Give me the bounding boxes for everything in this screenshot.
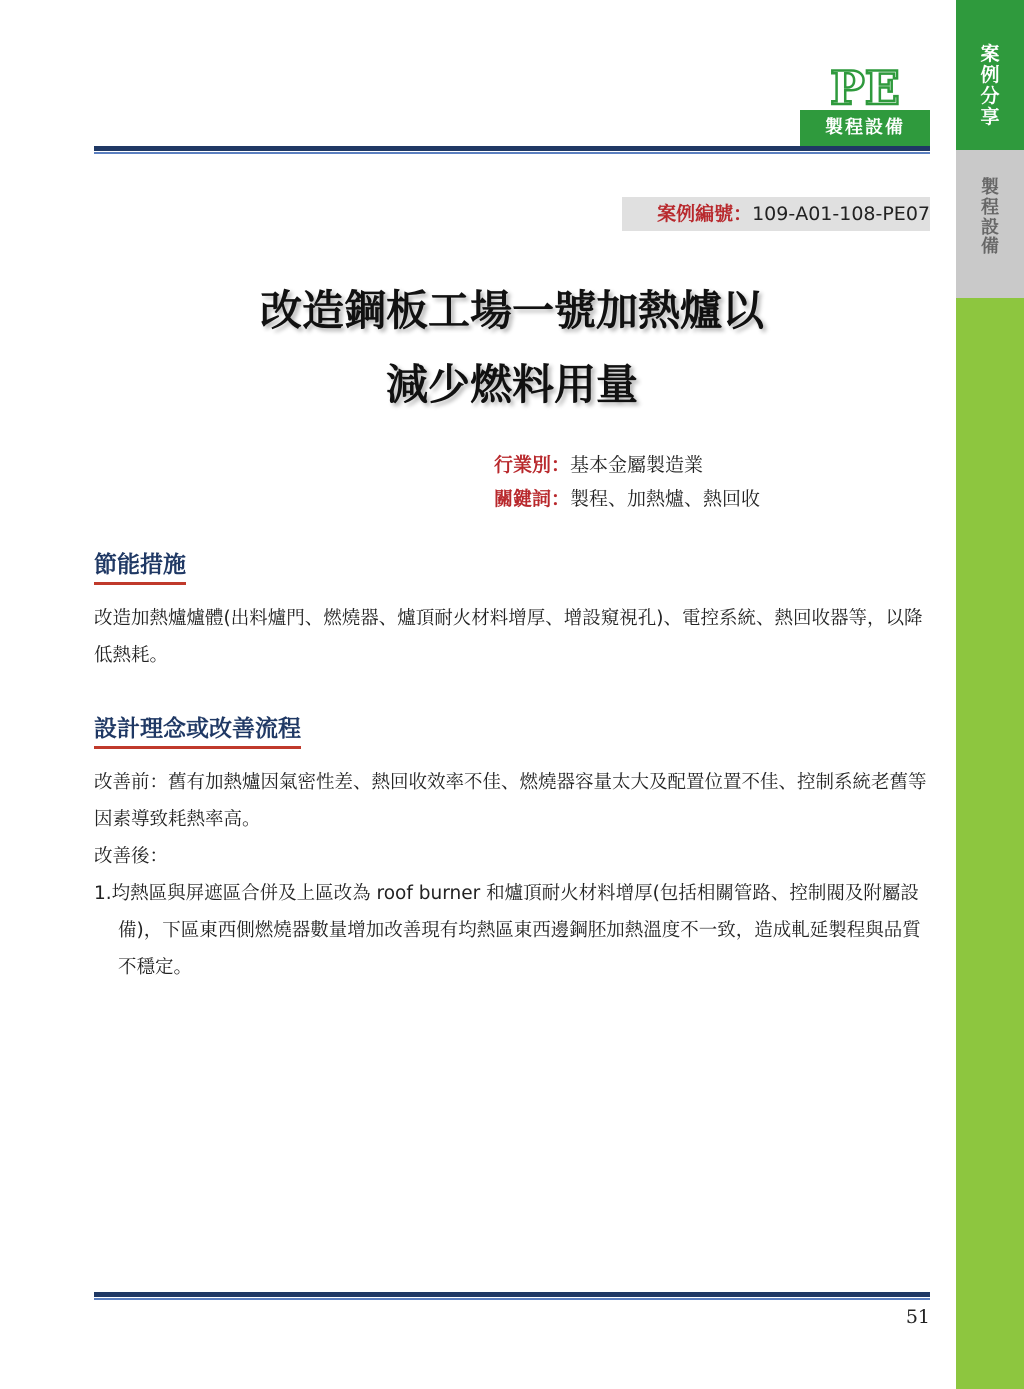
footer-rule — [94, 1292, 930, 1300]
industry-value: 基本金屬製造業 — [570, 454, 704, 476]
industry-label: 行業別： — [494, 454, 571, 476]
sidebar-section-label: 案 例 分 享 — [980, 43, 1000, 128]
keywords-line — [494, 484, 760, 511]
page-title-line1: 改造鋼板工場一號加熱爐以 — [259, 286, 764, 335]
keywords-label: 關鍵詞： — [494, 488, 571, 510]
case-number-value: 109-A01-108-PE07 — [752, 203, 930, 225]
case-number-label: 案例編號： — [657, 203, 753, 225]
sidebar-category-label: 製 程 設 備 — [981, 177, 999, 258]
right-sidebar — [956, 0, 1024, 1389]
section-body-measures — [94, 600, 930, 674]
sidebar-section-tab — [956, 0, 1024, 150]
keywords-value: 製程、加熱爐、熱回收 — [570, 488, 761, 510]
section-heading-design: 設計理念或改善流程 — [94, 710, 301, 749]
before-paragraph: 改善前：舊有加熱爐因氣密性差、熱回收效率不佳、燃燒器容量太大及配置位置不佳、控制系統老舊等因素導致耗熱率高。 — [94, 772, 927, 830]
page-title-line2: 減少燃料用量 — [385, 360, 638, 409]
industry-line — [494, 450, 703, 477]
pe-logo-icon — [810, 64, 920, 110]
measures-paragraph: 改造加熱爐爐體(出料爐門、燃燒器、爐頂耐火材料增厚、增設窺視孔)、電控系統、熱回收器等，以降低熱耗。 — [94, 608, 923, 666]
category-badge: 製程設備 — [800, 110, 930, 146]
page-number: 51 — [905, 1306, 930, 1328]
section-body-design — [94, 764, 930, 986]
svg-text:PE: PE — [830, 64, 900, 110]
after-item-1: 1.均熱區與屏遮區合併及上區改為 roof burner 和爐頂耐火材料增厚(包括相關管路、控制閥及附屬設備)，下區東西側燃燒器數量增加改善現有均熱區東西邊鋼胚加熱溫度不一致，造成軋延製程與品質不穩定。 — [94, 883, 921, 978]
section-heading-measures: 節能措施 — [94, 546, 186, 585]
after-label: 改善後： — [94, 846, 169, 867]
sidebar-category-tab — [956, 150, 1024, 298]
case-number — [622, 197, 930, 231]
header-rule — [94, 146, 930, 154]
